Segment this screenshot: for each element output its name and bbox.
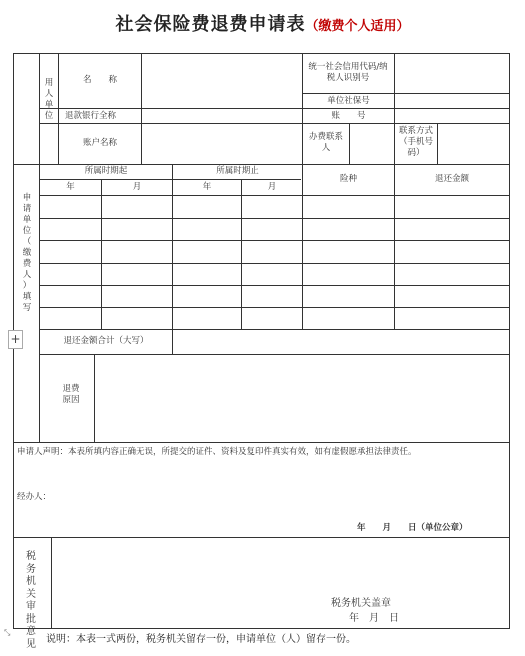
refund-total-field[interactable]	[173, 330, 509, 354]
footer-note: 说明：本表一式两份，税务机关留存一份，申请单位（人）留存一份。	[46, 634, 356, 645]
table-rule	[39, 307, 510, 308]
tax-authority-seal: 税务机关盖章	[331, 598, 391, 609]
agent-signature-field[interactable]	[61, 487, 261, 507]
social-security-no-label: 单位社保号	[327, 96, 370, 106]
account-number-field[interactable]	[395, 109, 509, 123]
tax-approval-side-label: 税 务 机 关 审 批 意 见	[26, 551, 36, 650]
form-title	[0, 10, 525, 36]
tax-approval-field[interactable]	[52, 538, 509, 628]
table-rule	[13, 442, 510, 443]
period-start-label: 所属时期起	[84, 166, 128, 176]
refund-reason-field[interactable]	[95, 355, 509, 442]
applicant-side-label: 申 请 单 位 （ 缴 费 人 ） 填 写	[22, 193, 32, 313]
account-name-label: 账户名称	[82, 138, 117, 148]
table-rule	[302, 164, 303, 329]
refund-bank-label: 退款银行全称	[64, 111, 116, 121]
credit-code-field[interactable]	[395, 54, 509, 93]
expand-row-button[interactable]: +	[8, 330, 23, 349]
table-rule	[394, 164, 395, 329]
table-rule	[39, 195, 510, 196]
table-rule	[13, 164, 510, 165]
refund-amount-label: 退还金额	[434, 174, 469, 184]
date-and-seal: 年 月 日（单位公章）	[357, 523, 468, 533]
table-rule	[39, 263, 510, 264]
table-rule	[39, 218, 510, 219]
table-rule	[509, 53, 510, 629]
employer-name-field[interactable]	[142, 54, 301, 108]
resize-handle-icon[interactable]: ⤡	[4, 628, 11, 637]
period-end-label: 所属时期止	[216, 166, 259, 176]
social-security-no-field[interactable]	[395, 94, 509, 108]
refund-total-label: 退还金额合计（大写）	[63, 336, 149, 346]
employer-name-label: 名 称	[82, 75, 117, 85]
table-rule	[101, 179, 102, 329]
table-rule	[39, 179, 301, 180]
handler-field[interactable]	[350, 124, 394, 164]
agent-label: 经办人：	[17, 492, 52, 502]
insurance-type-label: 险种	[339, 174, 357, 184]
refund-reason-label: 退费 原因	[62, 384, 80, 405]
contact-phone-field[interactable]	[438, 124, 509, 164]
table-rule	[302, 53, 303, 164]
refund-bank-field[interactable]	[142, 109, 301, 123]
end-year-label: 年	[202, 182, 212, 192]
table-rule	[39, 240, 510, 241]
table-rule	[13, 628, 510, 629]
table-rule	[39, 285, 510, 286]
handler-label: 办费联系人	[308, 132, 343, 153]
end-month-label: 月	[267, 182, 277, 192]
applicant-declaration: 申请人声明：本表所填内容正确无误，所提交的证件、资料及复印件真实有效，如有虚假愿承担法律责任。	[17, 447, 417, 457]
credit-code-label: 统一社会信用代码/纳税人识别号	[308, 62, 388, 83]
employer-side-label: 用 人 单 位	[44, 78, 54, 121]
tax-approval-date: 年 月 日	[349, 613, 399, 624]
account-number-label: 账 号	[331, 111, 366, 121]
form-title-main: 社会保险费退费申请表	[115, 14, 306, 35]
table-rule	[241, 179, 242, 329]
start-month-label: 月	[132, 182, 142, 192]
contact-phone-label: 联系方式（手机号码）	[398, 126, 433, 158]
start-year-label: 年	[66, 182, 75, 192]
account-name-field[interactable]	[142, 124, 301, 164]
form-title-subtitle: （缴费个人适用）	[305, 19, 410, 34]
